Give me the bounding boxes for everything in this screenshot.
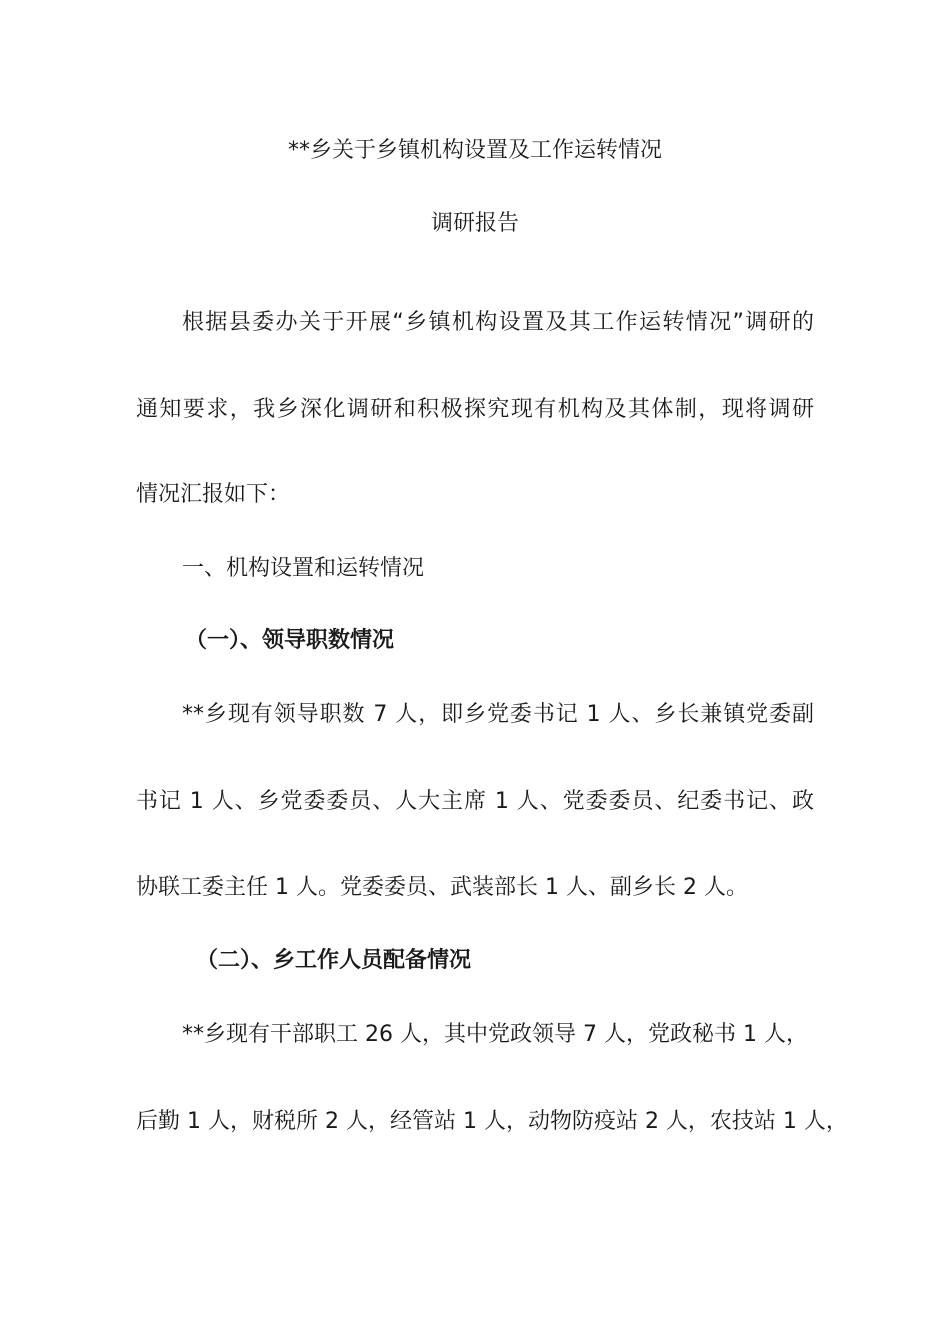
intro-line-1: 根据县委办关于开展“乡镇机构设置及其工作运转情况”调研的 — [182, 310, 814, 335]
subsection-2-heading: （二）、乡工作人员配备情况 — [196, 948, 472, 973]
intro-line-2: 通知要求，我乡深化调研和积极探究现有机构及其体制，现将调研 — [136, 397, 814, 422]
subsection-1-heading: （一）、领导职数情况 — [185, 628, 395, 653]
document-title-line-2: 调研报告 — [430, 211, 519, 236]
document-title-line-1: **乡关于乡镇机构设置及工作运转情况 — [287, 138, 662, 163]
subsection-1-line-3: 协联工委主任 1 人。党委委员、武装部长 1 人、副乡长 2 人。 — [136, 875, 748, 900]
subsection-1-line-1: **乡现有领导职数 7 人，即乡党委书记 1 人、乡长兼镇党委副 — [182, 702, 814, 727]
subsection-2-line-1: **乡现有干部职工 26 人，其中党政领导 7 人，党政秘书 1 人， — [182, 1022, 808, 1047]
intro-line-3: 情况汇报如下： — [136, 482, 291, 507]
subsection-2-line-2: 后勤 1 人，财税所 2 人，经管站 1 人，动物防疫站 2 人，农技站 1 人， — [136, 1109, 848, 1134]
section-1-heading: 一、机构设置和运转情况 — [182, 556, 425, 581]
subsection-1-line-2: 书记 1 人、乡党委委员、人大主席 1 人、党委委员、纪委书记、政 — [136, 789, 814, 814]
